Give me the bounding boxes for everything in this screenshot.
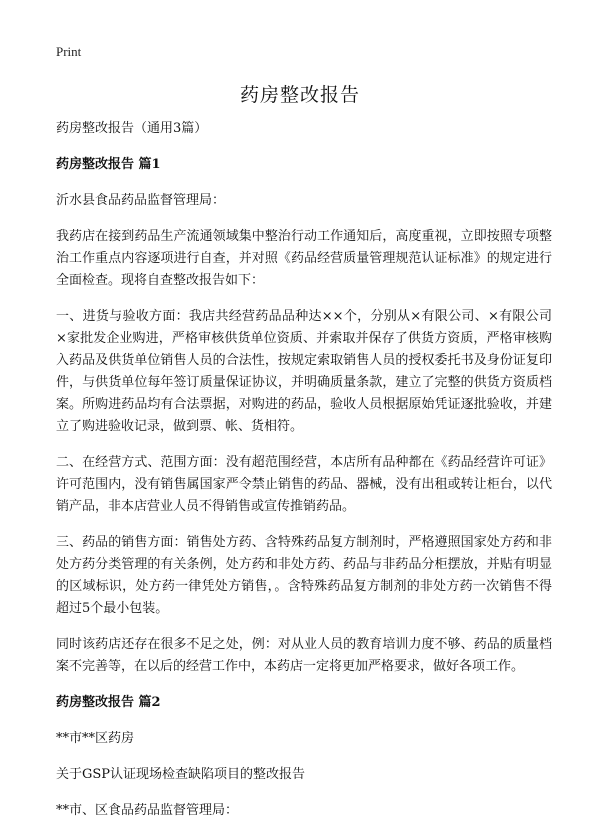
paragraph-item-2: 二、在经营方式、范围方面：没有超范围经营，本店所有品种都在《药品经营许可证》许可范围内，没有销售属国家严令禁止销售的药品、器械，没有出租或转让柜台，以代销产品，非本店营业人员不得销售或宣传推销药品。 — [56, 455, 552, 514]
print-link[interactable]: Print — [56, 44, 82, 59]
paragraph-closing: 同时该药店还存在很多不足之处，例：对从业人员的教育培训力度不够、药品的质量档案不完善等，在以后的经营工作中，本药店一定将更加严格要求，做好各项工作。 — [56, 637, 552, 674]
section-heading: 药房整改报告 篇1 — [56, 157, 161, 172]
paragraph-item-1: 一、进货与验收方面：我店共经营药品品种达××个，分别从×有限公司、×有限公司×家批发企业购进，严格审核供货单位资质、并索取并保存了供货方资质，严格审核购入药品及供货单位销售人员的合法性，按规定索取销售人员的授权委托书及身份证复印件，与供货单位每年签订质量保证协议，并明确质量条款，建立了完整的供货方资质档案。所购进药品均有合法票据，对购进的药品，验收人员根据原始凭证逐批验收，并建立了购进验收记录，做到票、帐、货相符。 — [56, 309, 552, 434]
addressee: 沂水县食品药品监督管理局： — [56, 193, 226, 208]
addressee: **市、区食品药品监督管理局： — [56, 803, 239, 818]
document-body — [56, 118, 552, 836]
document-subtitle: 药房整改报告（通用3篇） — [56, 121, 208, 136]
document-title: 药房整改报告 — [239, 84, 360, 106]
paragraph-intro: 我药店在接到药品生产流通领域集中整治行动工作通知后，高度重视，立即按照专项整治工作重点内容逐项进行自查，并对照《药品经营质量管理规范认证标准》的规定进行全面检查。现将自查整改报告如下： — [56, 229, 552, 288]
sender-line: **市**区药房 — [56, 731, 135, 746]
subject-line: 关于GSP认证现场检查缺陷项目的整改报告 — [56, 767, 306, 782]
section-heading: 药房整改报告 篇2 — [56, 695, 161, 710]
paragraph-item-3: 三、药品的销售方面：销售处方药、含特殊药品复方制剂时，严格遵照国家处方药和非处方药分类管理的有关条例，处方药和非处方药、药品与非药品分柜摆放，并贴有明显的区域标识，处方药一律凭处方销售，。含特殊药品复方制剂的非处方药一次销售不得超过5个最小包装。 — [56, 535, 552, 616]
